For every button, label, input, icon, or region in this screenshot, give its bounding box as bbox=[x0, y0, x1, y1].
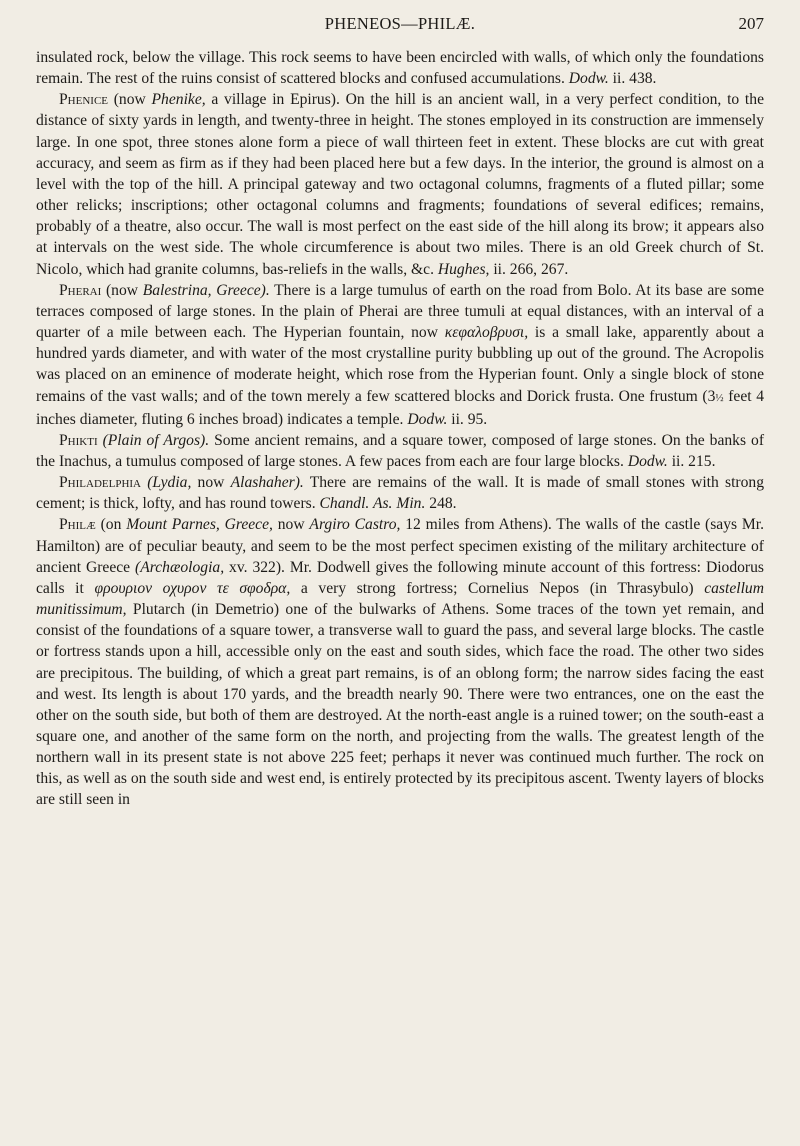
running-head: PHENEOS—PHILÆ. bbox=[324, 14, 476, 33]
entry-heading: Pherai bbox=[59, 281, 102, 299]
text-run: ii. 95. bbox=[447, 410, 488, 428]
reference: (Archæologia, bbox=[135, 558, 225, 576]
place-name: Phenike, bbox=[151, 91, 206, 109]
text-run: Plutarch (in Demetrio) one of the bulwarks of Athens. Some traces of the town yet remain, and consist of the foundations of a square tower, a transverse wall to guard the pass, and several large blocks. The castle or fortress stands upon a hill, accessible only on the east and south sides, which face the road. The other two sides are precipitous. The building, of which a great part remains, is of an oblong form; the narrow sides facing the east and west. Its length is about 170 yards, and the breadth nearly 90. There were two entrances, one on the east the other on the south side, but both of them are destroyed. At the north-east angle is a ruined tower; on the south-east a square one, and another of the same form on the north, and projecting from the walls. The greatest length of the northern wall in its present state is not above 225 feet; perhaps it never was continued much further. The rock on this, as well as on the south side and west end, is entirely protected by its precipitous ascent. Twenty layers of blocks are still seen in bbox=[36, 601, 764, 809]
entry-heading: Phikti bbox=[59, 431, 98, 449]
place-name: Mount Parnes, Greece, bbox=[126, 516, 273, 534]
text-run: now bbox=[272, 516, 310, 534]
text-run: Some ancient remains, and a square tower, composed of large stones. On the banks of the Inachus, a tumulus composed of large stones. A few paces from each are four large blocks. bbox=[36, 431, 765, 470]
reference: Dodw. bbox=[568, 70, 609, 88]
text-run: There are remains of the wall. It is made of small stones with strong cement; is thick, lofty, and has round towers. bbox=[36, 474, 764, 513]
text-run: ii. 215. bbox=[667, 452, 716, 470]
text-run: insulated rock, below the village. This rock seems to have been encircled with walls, of which only the foundations remain. The rest of the ruins consist of scattered blocks and confused accumulations. bbox=[36, 49, 764, 88]
text-run: ii. 438. bbox=[608, 70, 657, 88]
entry-pherai bbox=[36, 280, 764, 430]
continued-paragraph bbox=[36, 47, 764, 89]
entry-phenice bbox=[36, 89, 764, 279]
greek-text: κεφαλοβρυσι, bbox=[444, 324, 529, 342]
reference: Chandl. As. Min. bbox=[319, 495, 426, 513]
reference: Hughes, bbox=[437, 260, 490, 278]
page-body bbox=[36, 47, 764, 811]
entry-heading: Philæ bbox=[59, 516, 96, 534]
text-run: (on bbox=[95, 516, 127, 534]
text-run: now bbox=[191, 474, 231, 492]
fraction: ½ bbox=[715, 391, 724, 404]
entry-heading: Phenice bbox=[59, 91, 108, 109]
text-run: a village in Epirus). On the hill is an ancient wall, in a very perfect condition, to the distance of sixty yards in length, and twenty-three in height. The stones employed in its construction are immensely large. In one spot, three stones alone form a piece of wall thirteen feet in extent. These blocks are cut with great accuracy, and seem as firm as if they had been placed here but a few days. In the interior, the ground is almost on a level with the top of the hill. A principal gateway and two octagonal columns, fragments of a fluted pillar; some other relicks; inscriptions; other octagonal columns and fragments; foundations of several edifices; remains, probably of a theatre, also occur. The wall is most perfect on the east side of the hill along its brow; it appears also at intervals on the west side. The whole circumference is about two miles. There is an old Greek church of St. Nicolo, which had granite columns, bas-reliefs in the walls, &c. bbox=[36, 91, 764, 278]
text-run: 12 miles from Athens). The walls of the castle (says Mr. Hamilton) are of peculiar beauty, and seem to be the most perfect specimen existing of the military architecture of ancient Greece bbox=[36, 516, 764, 576]
latin-quote: castellum munitissimum, bbox=[36, 579, 764, 619]
reference: Dodw. bbox=[627, 452, 668, 470]
text-run: xv. 322). Mr. Dodwell gives the following minute account of this fortress: Diodorus calls it bbox=[36, 558, 764, 597]
modern-name: Argiro Castro, bbox=[309, 516, 401, 534]
entry-philadelphia bbox=[36, 472, 764, 514]
place-name: Balestrina, Greece). bbox=[142, 281, 270, 299]
place-name: (Plain of Argos). bbox=[102, 431, 210, 449]
entry-phikti bbox=[36, 430, 764, 472]
page-header bbox=[36, 14, 764, 44]
entry-philae bbox=[36, 514, 764, 810]
reference: Dodw. bbox=[407, 410, 448, 428]
text-run: 248. bbox=[425, 495, 457, 513]
modern-name: Alashaher). bbox=[230, 474, 304, 492]
place-name: (Lydia, bbox=[147, 474, 192, 492]
text-run: feet 4 inches diameter, fluting 6 inches broad) indicates a temple. bbox=[36, 387, 764, 428]
text-run: a very strong fortress; Cornelius Nepos (in Thrasybulo) bbox=[290, 579, 705, 597]
entry-heading: Philadelphia bbox=[59, 474, 141, 492]
text-run: ii. 266, 267. bbox=[489, 260, 569, 278]
page-number: 207 bbox=[738, 14, 764, 33]
text-run: (now bbox=[101, 281, 143, 299]
greek-text: φρουριον οχυρον τε σφοδρα, bbox=[94, 579, 291, 597]
text-run: There is a large tumulus of earth on the road from Bolo. At its base are some terraces composed of large stones. In the plain of Pherai are three tumuli at equal distances, with an interval of a quarter of a mile between each. The Hyperian fountain, now bbox=[36, 281, 764, 342]
text-run: is a small lake, apparently about a hundred yards diameter, and with water of the most crystalline purity bubbling up out of the ground. The Acropolis was placed on an eminence of moderate height, which rose from the Hyperian fount. Only a single block of stone remains of the vast walls; and of the town merely a few scattered blocks and Dorick frusta. One frustum (3 bbox=[36, 324, 764, 405]
text-run: (now bbox=[108, 91, 152, 109]
